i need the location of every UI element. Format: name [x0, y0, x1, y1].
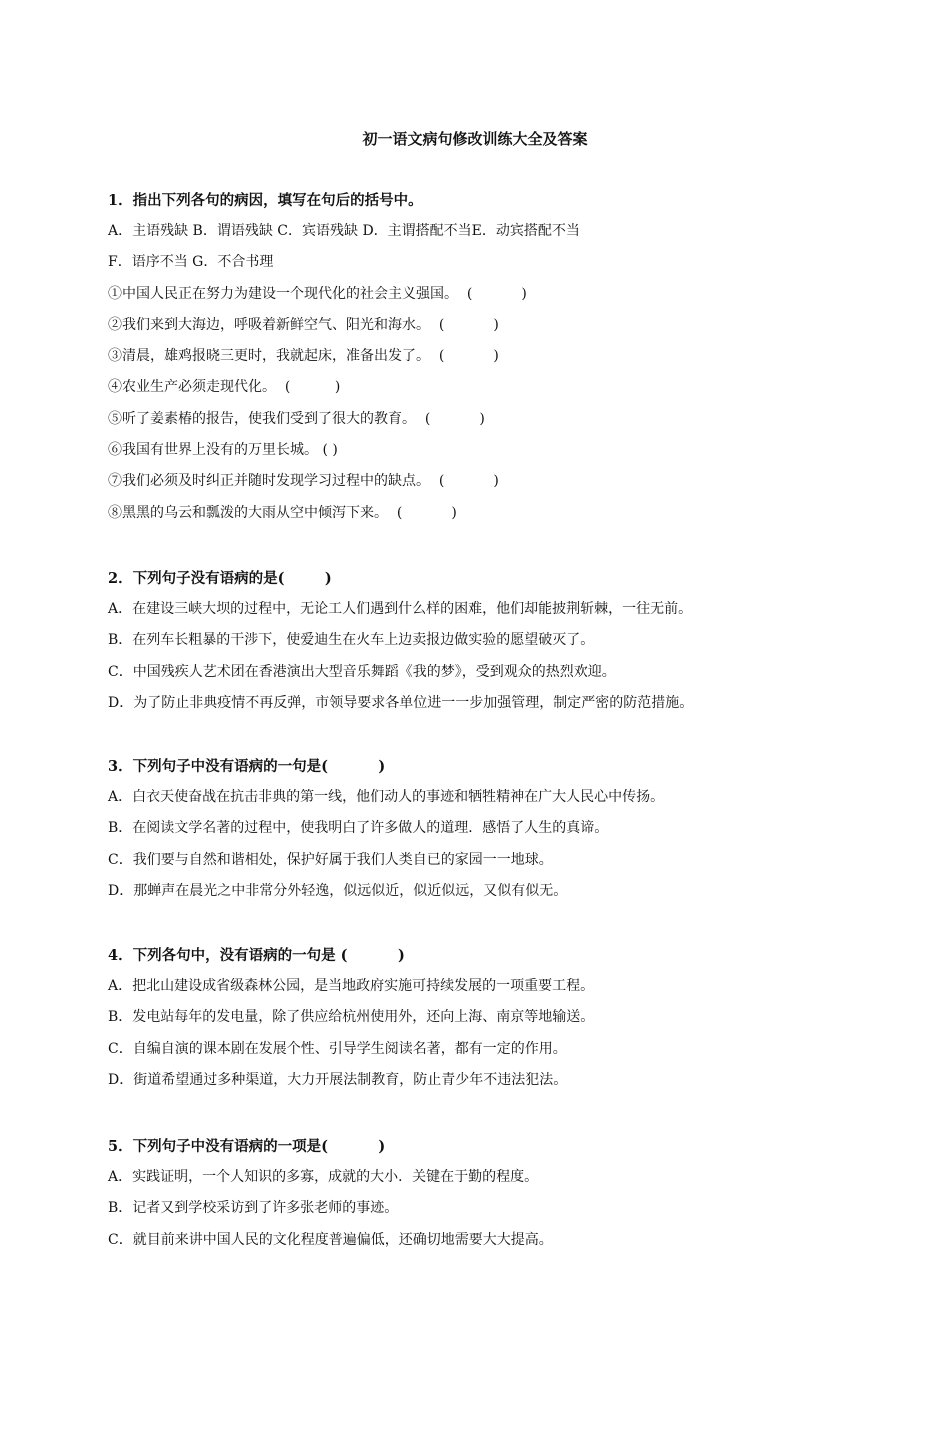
question-1-item-6: ⑥我国有世界上没有的万里长城。 ( )	[108, 442, 338, 459]
question-1-item-8: ⑧黑黑的乌云和瓢泼的大雨从空中倾泻下来。 ( )	[108, 504, 457, 521]
question-5-heading: 5．下列句子中没有语病的一项是( )	[108, 1138, 386, 1155]
question-2-heading: 2．下列句子没有语病的是( )	[108, 570, 332, 587]
document-title: 初一语文病句修改训练大全及答案	[362, 130, 588, 148]
question-4-option-a: A．把北山建设成省级森林公园，是当地政府实施可持续发展的一项重要工程。	[108, 978, 595, 994]
question-4-heading: 4．下列各句中，没有语病的一句是 ( )	[108, 947, 405, 964]
question-1-item-4: ④农业生产必须走现代化。 ( )	[108, 379, 341, 396]
question-4-option-d: D．街道希望通过多种渠道，大力开展法制教育，防止青少年不违法犯法。	[108, 1071, 568, 1088]
question-3-option-c: C．我们要与自然和谐相处，保护好属于我们人类自已的家园一一地球。	[108, 851, 553, 868]
question-3	[108, 751, 908, 907]
question-4-option-b: B．发电站每年的发电量，除了供应给杭州使用外，还向上海、南京等地输送。	[108, 1009, 595, 1026]
question-5-option-b: B．记者又到学校采访到了许多张老师的事迹。	[108, 1200, 399, 1217]
question-5-option-c: C．就目前来讲中国人民的文化程度普遍偏低，还确切地需要大大提高。	[108, 1231, 553, 1248]
question-1-item-2: ②我们来到大海边，呼吸着新鲜空气、阳光和海水。 ( )	[108, 316, 499, 333]
question-4-option-c: C．自编自演的课本剧在发展个性、引导学生阅读名著，都有一定的作用。	[108, 1040, 567, 1057]
question-1	[108, 185, 908, 529]
question-1-heading: 1．指出下列各句的病因，填写在句后的括号中。	[108, 192, 423, 209]
question-2	[108, 563, 908, 719]
question-2-option-c: C．中国残疾人艺术团在香港演出大型音乐舞蹈《我的梦》，受到观众的热烈欢迎。	[108, 663, 616, 680]
question-3-option-d: D．那蝉声在晨光之中非常分外轻逸，似远似近，似近似远，又似有似无。	[108, 882, 568, 899]
question-4	[108, 940, 908, 1096]
question-5-option-a: A．实践证明，一个人知识的多寡，成就的大小．关键在于勤的程度。	[108, 1169, 539, 1185]
question-3-heading: 3．下列句子中没有语病的一句是( )	[108, 758, 386, 775]
question-1-item-1: ①中国人民正在努力为建设一个现代化的社会主义强国。 ( )	[108, 285, 527, 302]
question-2-option-a: A．在建设三峡大坝的过程中，无论工人们遇到什么样的困难，他们却能披荆斩棘，一往无前。	[108, 601, 693, 617]
question-5	[108, 1131, 908, 1256]
question-1-options-line-2: F．语序不当 G．不合书理	[108, 254, 274, 271]
question-1-options-line-1: A．主语残缺 B．谓语残缺 C．宾语残缺 D．主谓搭配不当E．动宾搭配不当	[108, 223, 580, 239]
question-2-option-d: D．为了防止非典疫情不再反弹，市领导要求各单位进一一步加强管理，制定严密的防范措施。	[108, 694, 694, 711]
question-1-item-5: ⑤听了姜素椿的报告，使我们受到了很大的教育。 ( )	[108, 410, 485, 427]
question-1-item-7: ⑦我们必须及时纠正并随时发现学习过程中的缺点。 ( )	[108, 473, 499, 490]
question-2-option-b: B．在列车长粗暴的干涉下，使爱迪生在火车上边卖报边做实验的愿望破灭了。	[108, 632, 595, 649]
question-1-item-3: ③清晨，雄鸡报晓三更时，我就起床，准备出发了。 ( )	[108, 348, 499, 365]
question-3-option-b: B．在阅读文学名著的过程中，使我明白了许多做人的道理．感悟了人生的真谛。	[108, 820, 609, 837]
question-3-option-a: A．白衣天使奋战在抗击非典的第一线，他们动人的事迹和牺牲精神在广大人民心中传扬。	[108, 789, 665, 805]
